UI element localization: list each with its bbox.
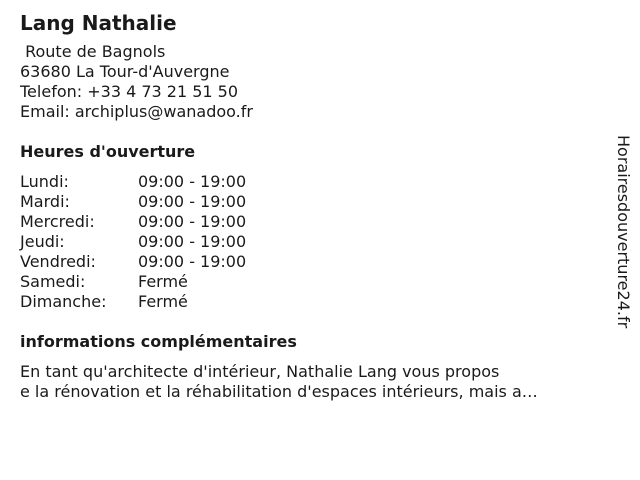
- email-address: Email: archiplus@wanadoo.fr: [20, 102, 253, 121]
- hours-row-thursday: [20, 232, 600, 252]
- hours-row-wednesday: [20, 212, 600, 232]
- hours-row-saturday: [20, 272, 600, 292]
- hours-time: 09:00 - 19:00: [138, 232, 247, 251]
- business-name: Lang Nathalie: [20, 11, 177, 35]
- address-city: 63680 La Tour-d'Auvergne: [20, 62, 230, 81]
- opening-hours-list: [20, 172, 600, 312]
- business-card: [20, 10, 600, 402]
- additional-info-text: [20, 362, 600, 402]
- hours-day: Samedi:: [20, 272, 86, 291]
- info-text-line: e la rénovation et la réhabilitation d'espaces intérieurs, mais a…: [20, 382, 538, 401]
- hours-day: Dimanche:: [20, 292, 107, 311]
- hours-time: 09:00 - 19:00: [138, 192, 247, 211]
- hours-day: Mardi:: [20, 192, 70, 211]
- hours-day: Mercredi:: [20, 212, 95, 231]
- hours-day: Vendredi:: [20, 252, 96, 271]
- opening-hours-title: Heures d'ouverture: [20, 142, 196, 161]
- hours-time: Fermé: [138, 272, 188, 291]
- info-text-line: En tant qu'architecte d'intérieur, Nathalie Lang vous propos: [20, 362, 500, 381]
- hours-time: 09:00 - 19:00: [138, 252, 247, 271]
- address-street: Route de Bagnols: [20, 42, 166, 61]
- hours-time: 09:00 - 19:00: [138, 172, 247, 191]
- hours-time: 09:00 - 19:00: [138, 212, 247, 231]
- site-watermark-label: Horairesdouverture24.fr: [614, 135, 633, 329]
- hours-day: Lundi:: [20, 172, 69, 191]
- hours-time: Fermé: [138, 292, 188, 311]
- hours-row-tuesday: [20, 192, 600, 212]
- hours-row-sunday: [20, 292, 600, 312]
- hours-row-monday: [20, 172, 600, 192]
- hours-day: Jeudi:: [20, 232, 65, 251]
- additional-info-title: informations complémentaires: [20, 332, 297, 351]
- phone-number: Telefon: +33 4 73 21 51 50: [20, 82, 239, 101]
- hours-row-friday: [20, 252, 600, 272]
